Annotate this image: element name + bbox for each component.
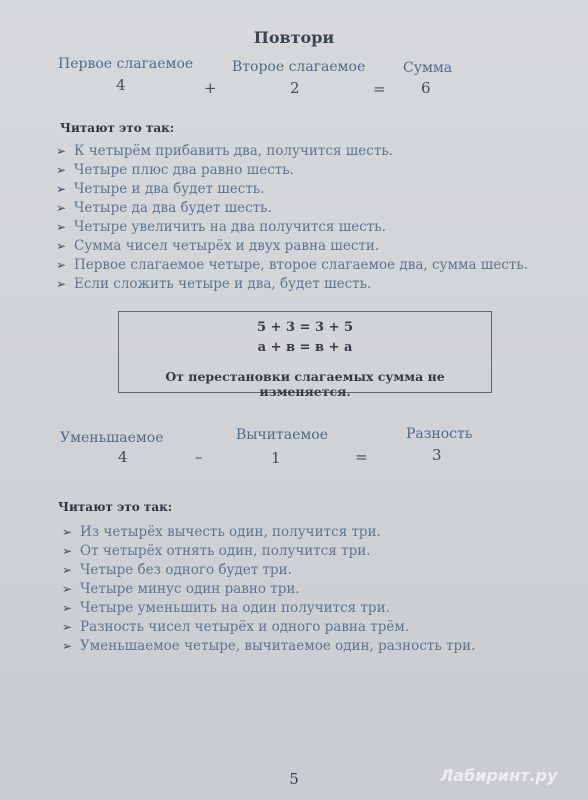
- plus-sign: +: [204, 79, 217, 97]
- arrowhead-bullet-icon: ➢: [62, 639, 73, 653]
- arrowhead-bullet-icon: ➢: [62, 563, 73, 577]
- watermark-logo: Лабиринт.ру: [440, 766, 558, 785]
- list-item: ➢ От четырёх отнять один, получится три.: [62, 543, 371, 559]
- addition-reading-heading: Читают это так:: [60, 121, 175, 135]
- arrowhead-bullet-icon: ➢: [56, 220, 67, 234]
- minuend-label: Уменьшаемое: [60, 430, 164, 446]
- minuend-value: 4: [118, 448, 128, 466]
- list-item: ➢ Четыре да два будет шесть.: [56, 200, 272, 216]
- sum-label: Сумма: [403, 60, 453, 76]
- difference-label: Разность: [406, 426, 473, 442]
- arrowhead-bullet-icon: ➢: [56, 201, 67, 215]
- list-item: ➢ Разность чисел четырёх и одного равна трём.: [62, 619, 410, 635]
- arrowhead-bullet-icon: ➢: [56, 144, 67, 158]
- difference-value: 3: [432, 446, 442, 464]
- list-item: ➢ Уменьшаемое четыре, вычитаемое один, разность три.: [62, 638, 476, 654]
- rule-text: От перестановки слагаемых сумма не изменяется.: [165, 369, 445, 399]
- addend2-label: Второе слагаемое: [232, 59, 366, 75]
- arrowhead-bullet-icon: ➢: [56, 239, 67, 253]
- addition-reading-list: [56, 142, 528, 294]
- rule-formula-numbers: 5 + 3 = 3 + 5: [256, 320, 353, 335]
- page-title: Повтори: [253, 28, 335, 47]
- list-item: ➢ Из четырёх вычесть один, получится три.: [62, 524, 381, 540]
- list-item: ➢ К четырём прибавить два, получится шесть.: [56, 143, 393, 159]
- arrowhead-bullet-icon: ➢: [62, 525, 73, 539]
- addend1-label: Первое слагаемое: [58, 56, 194, 72]
- arrowhead-bullet-icon: ➢: [56, 277, 67, 291]
- arrowhead-bullet-icon: ➢: [56, 163, 67, 177]
- list-item: ➢ Первое слагаемое четыре, второе слагаемое два, сумма шесть.: [56, 257, 529, 273]
- rule-formula-letters: а + в = в + а: [257, 340, 353, 355]
- subtrahend-value: 1: [271, 449, 281, 467]
- commutative-rule-box: [118, 311, 492, 399]
- list-item: ➢ Четыре без одного будет три.: [62, 562, 292, 578]
- list-item: ➢ Четыре плюс два равно шесть.: [56, 162, 294, 178]
- arrowhead-bullet-icon: ➢: [62, 582, 73, 596]
- equals-sign: =: [373, 80, 386, 98]
- list-item: ➢ Четыре уменьшить на один получится три.: [62, 600, 390, 616]
- minus-sign: –: [195, 448, 203, 466]
- arrowhead-bullet-icon: ➢: [62, 601, 73, 615]
- arrowhead-bullet-icon: ➢: [56, 182, 67, 196]
- equals-sign-2: =: [355, 448, 368, 466]
- arrowhead-bullet-icon: ➢: [62, 620, 73, 634]
- arrowhead-bullet-icon: ➢: [56, 258, 67, 272]
- arrowhead-bullet-icon: ➢: [62, 544, 73, 558]
- subtraction-reading-list: [62, 523, 475, 656]
- page-number: 5: [289, 770, 299, 788]
- addend1-value: 4: [116, 76, 126, 94]
- sum-value: 6: [421, 79, 431, 97]
- subtraction-reading-heading: Читают это так:: [58, 500, 173, 514]
- addend2-value: 2: [290, 79, 300, 97]
- list-item: ➢ Сумма чисел четырёх и двух равна шести.: [56, 238, 380, 254]
- list-item: ➢ Четыре и два будет шесть.: [56, 181, 265, 197]
- subtrahend-label: Вычитаемое: [236, 427, 328, 443]
- list-item: ➢ Если сложить четыре и два, будет шесть.: [56, 276, 372, 292]
- list-item: ➢ Четыре минус один равно три.: [62, 581, 300, 597]
- list-item: ➢ Четыре увеличить на два получится шесть.: [56, 219, 386, 235]
